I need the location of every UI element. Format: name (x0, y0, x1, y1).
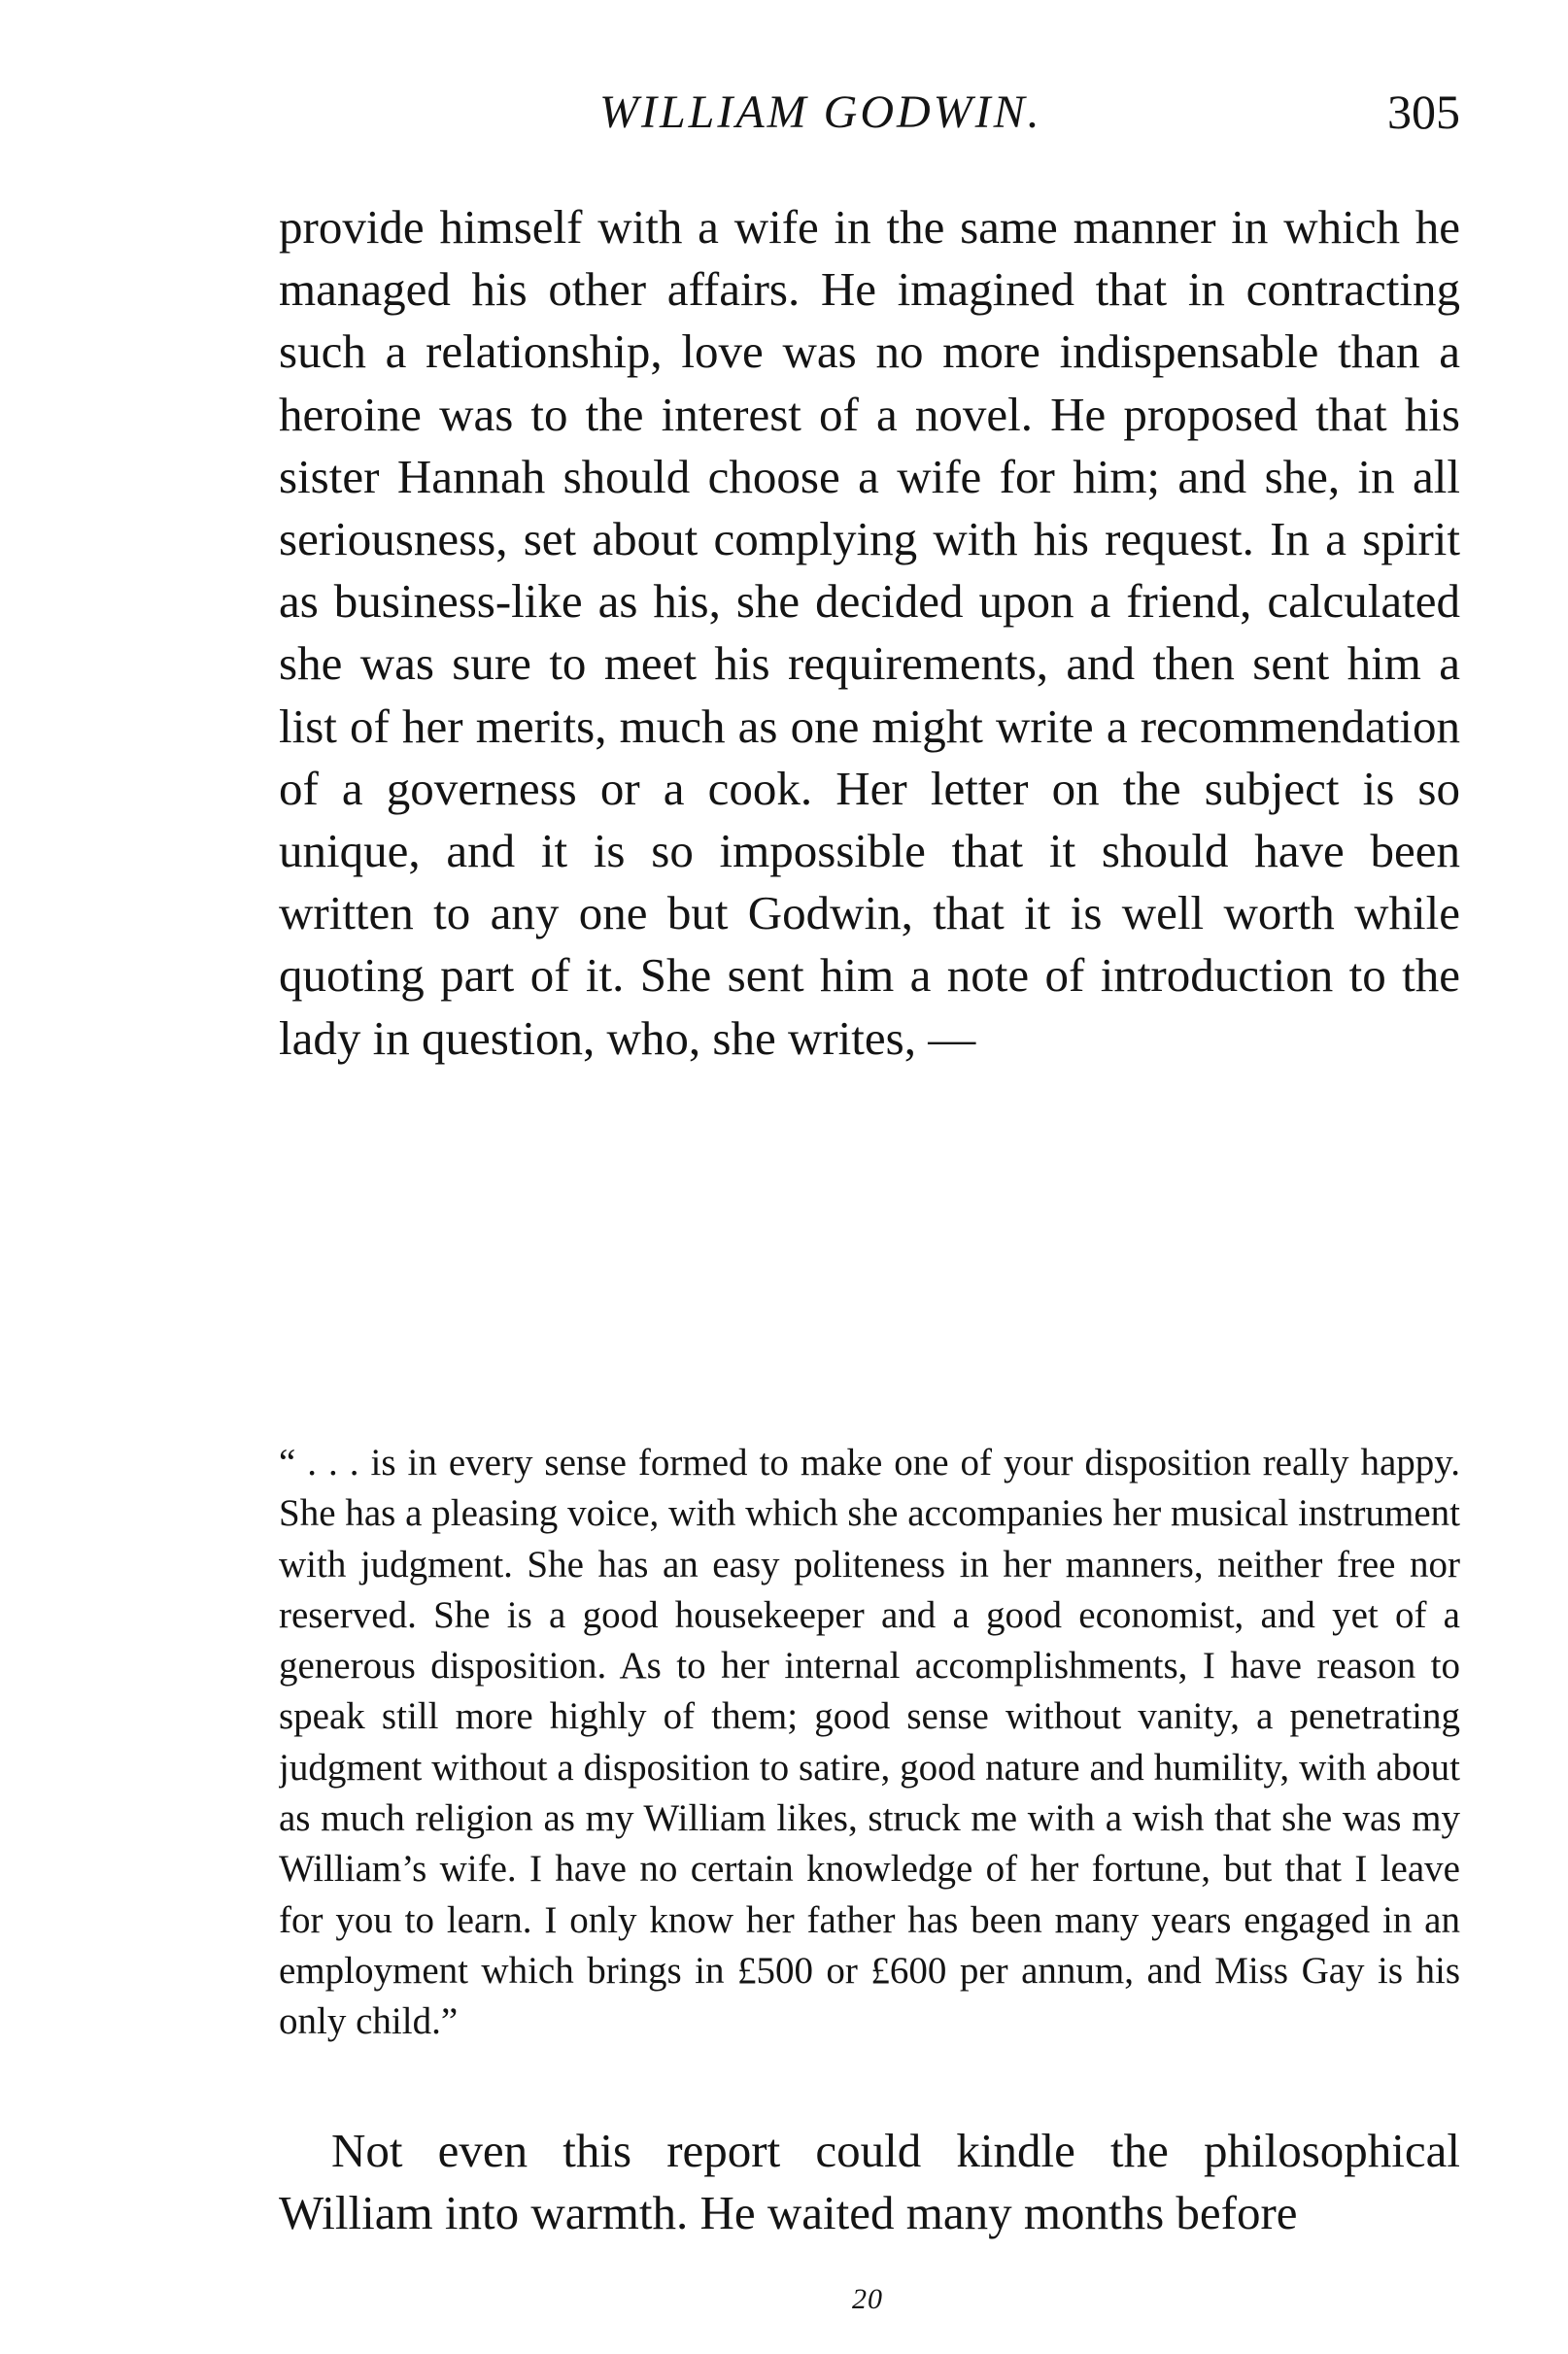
printer-signature-mark: 20 (852, 2283, 883, 2315)
quoted-letter: “ . . . is in every sense formed to make one of your disposition really happy. She has a pleasing voice, with which she accompanies her musical instrument with judgment. She has an easy politeness in her manners, neither free nor reserved. She is a good housekeeper and a good economist, and yet of a generous disposition. As to her internal accomplishments, I have reason to speak still more highly of them; good sense without vanity, a penetrating judgment without a disposition to satire, good nature and humility, with about as much religion as my William likes, struck me with a wish that she was my William’s wife. I have no certain knowledge of her fortune, but that I leave for you to learn. I only know her father has been many years engaged in an employment which brings in £500 or £600 per annum, and Miss Gay is his only child.” (279, 1442, 1460, 2043)
page-number: 305 (1387, 85, 1460, 139)
running-head (279, 58, 1460, 155)
closing-paragraph: Not even this report could kindle the philosophical William into warmth. He waited many months before (279, 2124, 1460, 2240)
running-title: WILLIAM GODWIN. (599, 86, 1042, 138)
body-paragraph: provide himself with a wife in the same manner in which he managed his other affairs. He imagined that in contracting such a relationship, love was no more indispensable than a heroine was to the interest of a novel. He proposed that his sister Hannah should choose a wife for him; and she, in all seriousness, set about complying with his request. In a spirit as business-like as his, she decided upon a friend, calculated she was sure to meet his requirements, and then sent him a list of her merits, much as one might write a recommendation of a governess or a cook. Her letter on the subject is so unique, and it is so impossible that it should have been written to any one but Godwin, that it is well worth while quoting part of it. She sent him a note of introduction to the lady in question, who, she writes, — (279, 200, 1460, 1065)
book-page (279, 58, 1460, 2315)
